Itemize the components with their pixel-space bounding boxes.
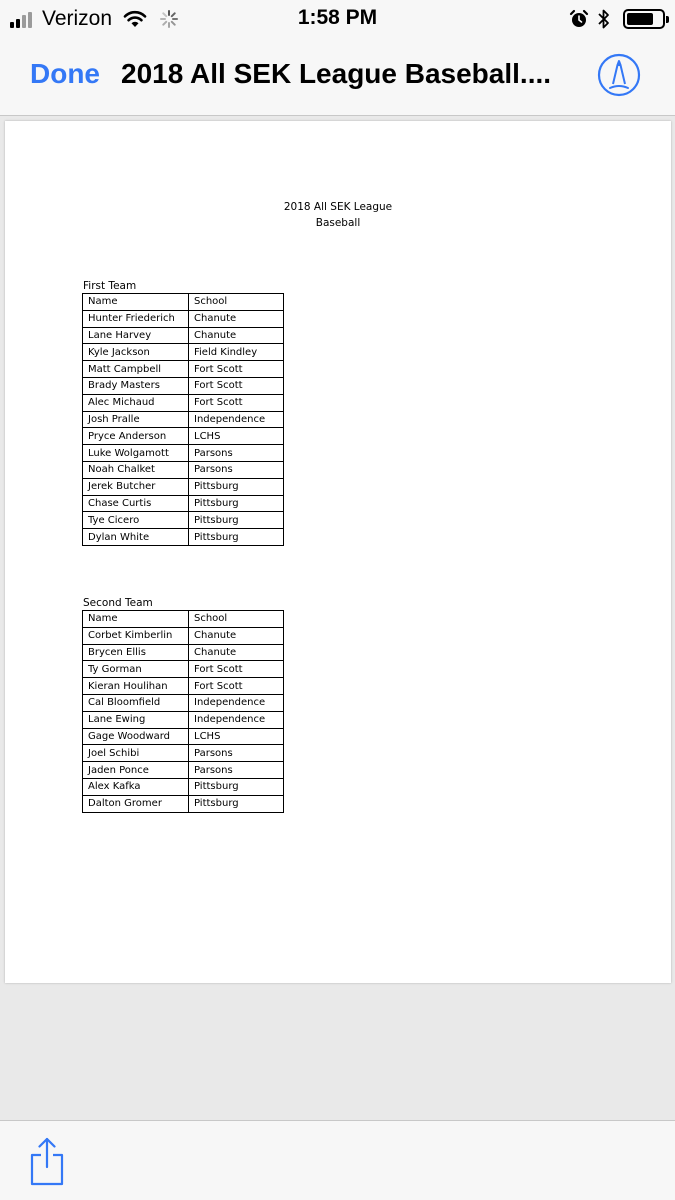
battery-level: [627, 13, 653, 25]
player-school: Chanute: [189, 627, 284, 644]
player-school: Parsons: [189, 461, 284, 478]
table-row: [83, 728, 284, 745]
table-header-row: [83, 611, 284, 628]
table-row: [83, 762, 284, 779]
table-row: [83, 495, 284, 512]
player-school: Parsons: [189, 445, 284, 462]
table-row: [83, 795, 284, 812]
player-name: Brady Masters: [83, 377, 189, 394]
signal-bar: [10, 22, 14, 28]
player-name: Jerek Butcher: [83, 478, 189, 495]
player-school: Pittsburg: [189, 478, 284, 495]
player-name: Tye Cicero: [83, 512, 189, 529]
player-school: LCHS: [189, 728, 284, 745]
battery-icon: [623, 9, 665, 29]
player-name: Lane Ewing: [83, 711, 189, 728]
second-team-table: [82, 610, 284, 813]
table-row: [83, 711, 284, 728]
signal-bar: [16, 19, 20, 29]
status-time: 1:58 PM: [297, 6, 378, 29]
player-name: Corbet Kimberlin: [83, 627, 189, 644]
carrier-name: Verizon: [42, 7, 113, 30]
player-name: Alex Kafka: [83, 778, 189, 795]
player-name: Dylan White: [83, 529, 189, 546]
signal-bar: [28, 12, 32, 29]
player-name: Brycen Ellis: [83, 644, 189, 661]
table-row: [83, 327, 284, 344]
table-row: [83, 678, 284, 695]
table-row: [83, 344, 284, 361]
table-row: [83, 661, 284, 678]
player-school: Chanute: [189, 327, 284, 344]
markup-pen-icon[interactable]: [597, 53, 641, 97]
column-header-school: School: [189, 294, 284, 311]
player-name: Pryce Anderson: [83, 428, 189, 445]
player-name: Hunter Friederich: [83, 310, 189, 327]
player-school: Pittsburg: [189, 778, 284, 795]
player-name: Noah Chalket: [83, 461, 189, 478]
column-header-name: Name: [83, 294, 189, 311]
player-name: Dalton Gromer: [83, 795, 189, 812]
player-school: Fort Scott: [189, 361, 284, 378]
table-row: [83, 644, 284, 661]
player-school: Fort Scott: [189, 377, 284, 394]
table-row: [83, 478, 284, 495]
column-header-school: School: [189, 611, 284, 628]
first-team-table: [82, 293, 284, 546]
table-row: [83, 310, 284, 327]
signal-strength-icon: [10, 10, 34, 28]
player-school: Chanute: [189, 644, 284, 661]
player-name: Alec Michaud: [83, 394, 189, 411]
first-team-label: First Team: [83, 280, 137, 292]
table-row: [83, 445, 284, 462]
table-row: [83, 512, 284, 529]
document-viewer[interactable]: [0, 117, 675, 1120]
player-name: Ty Gorman: [83, 661, 189, 678]
player-school: Independence: [189, 711, 284, 728]
player-name: Lane Harvey: [83, 327, 189, 344]
table-row: [83, 394, 284, 411]
done-button[interactable]: Done: [30, 58, 100, 89]
second-team-label: Second Team: [83, 597, 153, 609]
share-icon[interactable]: [27, 1135, 67, 1187]
activity-spinner-icon: [160, 10, 178, 28]
table-row: [83, 529, 284, 546]
status-right: [561, 7, 665, 31]
table-row: [83, 377, 284, 394]
table-header-row: [83, 294, 284, 311]
player-school: Pittsburg: [189, 529, 284, 546]
player-school: Independence: [189, 694, 284, 711]
player-school: Parsons: [189, 745, 284, 762]
player-school: Chanute: [189, 310, 284, 327]
bluetooth-icon: [597, 8, 611, 30]
bottom-toolbar: [0, 1120, 675, 1200]
player-name: Luke Wolgamott: [83, 445, 189, 462]
player-name: Kyle Jackson: [83, 344, 189, 361]
player-school: Pittsburg: [189, 512, 284, 529]
table-row: [83, 778, 284, 795]
player-name: Joel Schibi: [83, 745, 189, 762]
player-school: Fort Scott: [189, 394, 284, 411]
table-row: [83, 745, 284, 762]
signal-bar: [22, 15, 26, 28]
table-row: [83, 694, 284, 711]
doc-title-line2: Baseball: [315, 217, 361, 229]
column-header-name: Name: [83, 611, 189, 628]
table-row: [83, 461, 284, 478]
alarm-icon: [569, 9, 589, 29]
player-name: Gage Woodward: [83, 728, 189, 745]
table-row: [83, 361, 284, 378]
player-school: Fort Scott: [189, 678, 284, 695]
wifi-icon: [122, 9, 148, 29]
player-name: Kieran Houlihan: [83, 678, 189, 695]
status-bar: [0, 0, 675, 38]
player-school: Independence: [189, 411, 284, 428]
player-school: Pittsburg: [189, 795, 284, 812]
player-school: Field Kindley: [189, 344, 284, 361]
table-row: [83, 627, 284, 644]
player-name: Chase Curtis: [83, 495, 189, 512]
player-school: LCHS: [189, 428, 284, 445]
player-school: Fort Scott: [189, 661, 284, 678]
battery-nub: [666, 16, 669, 23]
table-row: [83, 411, 284, 428]
player-school: Parsons: [189, 762, 284, 779]
document-title: 2018 All SEK League Baseball....: [121, 58, 552, 89]
table-row: [83, 428, 284, 445]
navigation-bar: [0, 38, 675, 116]
doc-title-line1: 2018 All SEK League: [283, 201, 393, 213]
player-name: Josh Pralle: [83, 411, 189, 428]
pdf-page: [5, 121, 671, 983]
player-school: Pittsburg: [189, 495, 284, 512]
status-left: [10, 6, 178, 32]
player-name: Jaden Ponce: [83, 762, 189, 779]
player-name: Matt Campbell: [83, 361, 189, 378]
player-name: Cal Bloomfield: [83, 694, 189, 711]
